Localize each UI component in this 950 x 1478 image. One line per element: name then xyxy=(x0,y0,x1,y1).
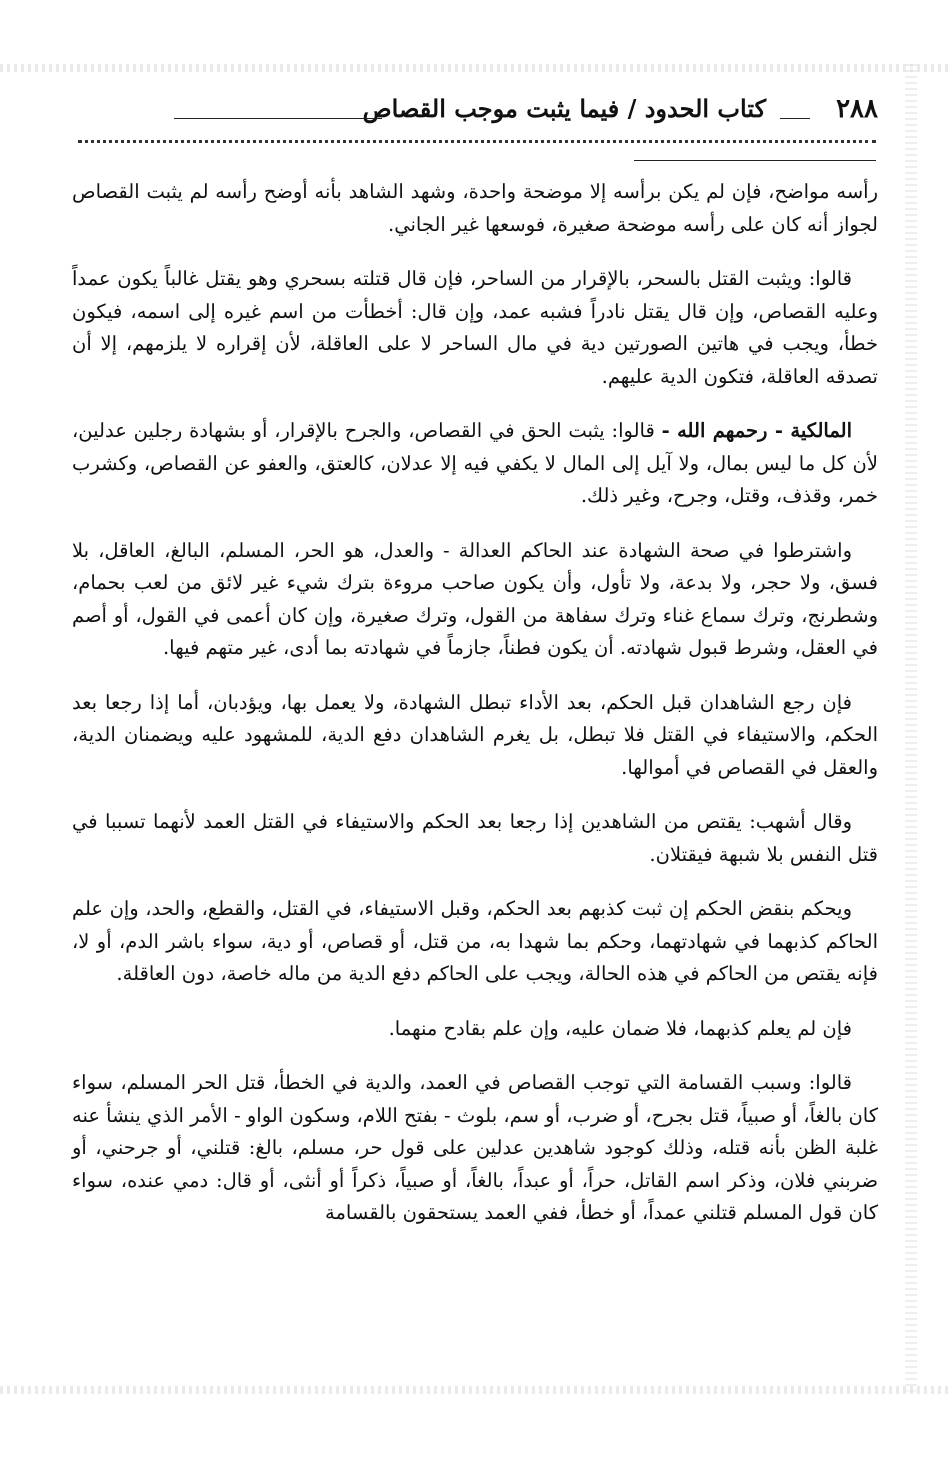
paragraph-text: واشترطوا في صحة الشهادة عند الحاكم العدالة - والعدل، هو الحر، المسلم، البالغ، العاقل، بلا فسق، ولا حجر، ولا بدعة، ولا تأول، وأن يكون صاحب مروءة بترك شيء غير لائق من لعب بحمام، وشطرنج، وترك سماع غناء وترك سفاهة من القول، وترك صغيرة، وإن كان أعمى في القول، أو أصم في العقل، وشرط قبول شهادته. أن يكون فطناً، جازماً في شهادته بما أدى، غير متهم فيها. xyxy=(72,538,879,659)
page-body xyxy=(72,176,878,1252)
paragraph xyxy=(72,415,878,513)
paragraph-text: قالوا: ويثبت القتل بالسحر، بالإقرار من الساحر، فإن قال قتلته بسحري وهو يقتل غالباً يكون عمداً وعليه القصاص، وإن قال يقتل نادراً فشبه عمد، وإن قال: أخطأت من اسم غيره إلى اسمه، فيكون خطأ، ويجب في هاتين الصورتين دية في مال الساحر لا على العاقلة، لأن إقراره لا يلزمهم، إلا أن تصدقه العاقلة، فتكون الدية عليهم. xyxy=(72,267,878,388)
scan-edge-right xyxy=(905,64,917,1394)
scan-edge-bottom xyxy=(0,1386,950,1394)
paragraph-text: وقال أشهب: يقتص من الشاهدين إذا رجعا بعد الحكم والاستيفاء في القتل العمد لأنهما تسببا في قتل النفس بلا شبهة فيقتلان. xyxy=(72,810,878,866)
paragraph xyxy=(72,535,878,665)
paragraph xyxy=(72,1067,878,1230)
paragraph xyxy=(72,806,878,871)
paragraph-text: قالوا: يثبت الحق في القصاص، والجرح بالإقرار، أو بشهادة رجلين عدلين، لأن كل ما ليس بمال، ولا آيل إلى المال لا يكفي فيه إلا عدلان، كالعتق، والعفو عن القصاص، وكشرب خمر، وقذف، وقتل، وجرح، وغير ذلك. xyxy=(72,419,878,507)
paragraph xyxy=(72,263,878,393)
page-header xyxy=(72,92,878,132)
paragraph-text: ويحكم بنقض الحكم إن ثبت كذبهم بعد الحكم، وقبل الاستيفاء، في القتل، والقطع، والحد، وإن علم الحاكم كذبهما في شهادتهما، وحكم بما شهدا به، من قتل، أو قصاص، أو دية، سواء باشر الدم، أو لا، فإنه يقتص من الحاكم في هذه الحالة، ويجب على الحاكم دفع الدية من ماله خاصة، دون العاقلة. xyxy=(72,897,878,985)
paragraph-text: فإن لم يعلم كذبهما، فلا ضمان عليه، وإن علم بقادح منهما. xyxy=(388,1016,852,1040)
scan-edge-top xyxy=(0,64,950,72)
paragraph xyxy=(72,687,878,785)
header-rule-right xyxy=(780,118,810,119)
header-rule-left xyxy=(174,118,382,119)
paragraph-text: رأسه مواضح، فإن لم يكن برأسه إلا موضحة واحدة، وشهد الشاهد بأنه أوضح رأسه لم يثبت القصاص لجواز أنه كان على رأسه موضحة صغيرة، فوسعها غير الجاني. xyxy=(72,180,878,236)
paragraph xyxy=(72,1013,878,1046)
paragraph xyxy=(72,176,878,241)
page-number: ٢٨٨ xyxy=(836,94,878,124)
paragraph-lead: المالكية - رحمهم الله - xyxy=(661,419,852,442)
continuation-rule xyxy=(634,160,876,161)
paragraph xyxy=(72,893,878,991)
paragraph-text: قالوا: وسبب القسامة التي توجب القصاص في العمد، والدية في الخطأ، قتل الحر المسلم، سواء كان بالغاً، أو صبياً، قتل بجرح، أو ضرب، أو سم، بلوث - بفتح اللام، وسكون الواو - الأمر الذي ينشأ عنه غلبة الظن بأنه قتله، وذلك كوجود شاهدين عدلين على قول حر، مسلم، بالغ: قتلني، أو جرحني، أو ضربني فلان، وذكر اسم القاتل، حراً، أو عبداً، بالغاً، أو صبياً، ذكراً أو أنثى، أو قال: دمي عنده، سواء كان قول المسلم قتلني عمداً، أو خطأ، ففي العمد يستحقون بالقسامة xyxy=(72,1071,878,1224)
dotted-separator xyxy=(78,140,876,143)
running-title: كتاب الحدود / فيما يثبت موجب القصاص xyxy=(362,94,766,123)
paragraph-text: فإن رجع الشاهدان قبل الحكم، بعد الأداء تبطل الشهادة، ولا يعمل بها، ويؤدبان، أما إذا رجعا بعد الحكم، والاستيفاء في القتل فلا تبطل، بل يغرم الشاهدان دفع الدية، للمشهود عليه ويضمنان الدية، والعقل في القصاص في أموالها. xyxy=(72,690,878,779)
